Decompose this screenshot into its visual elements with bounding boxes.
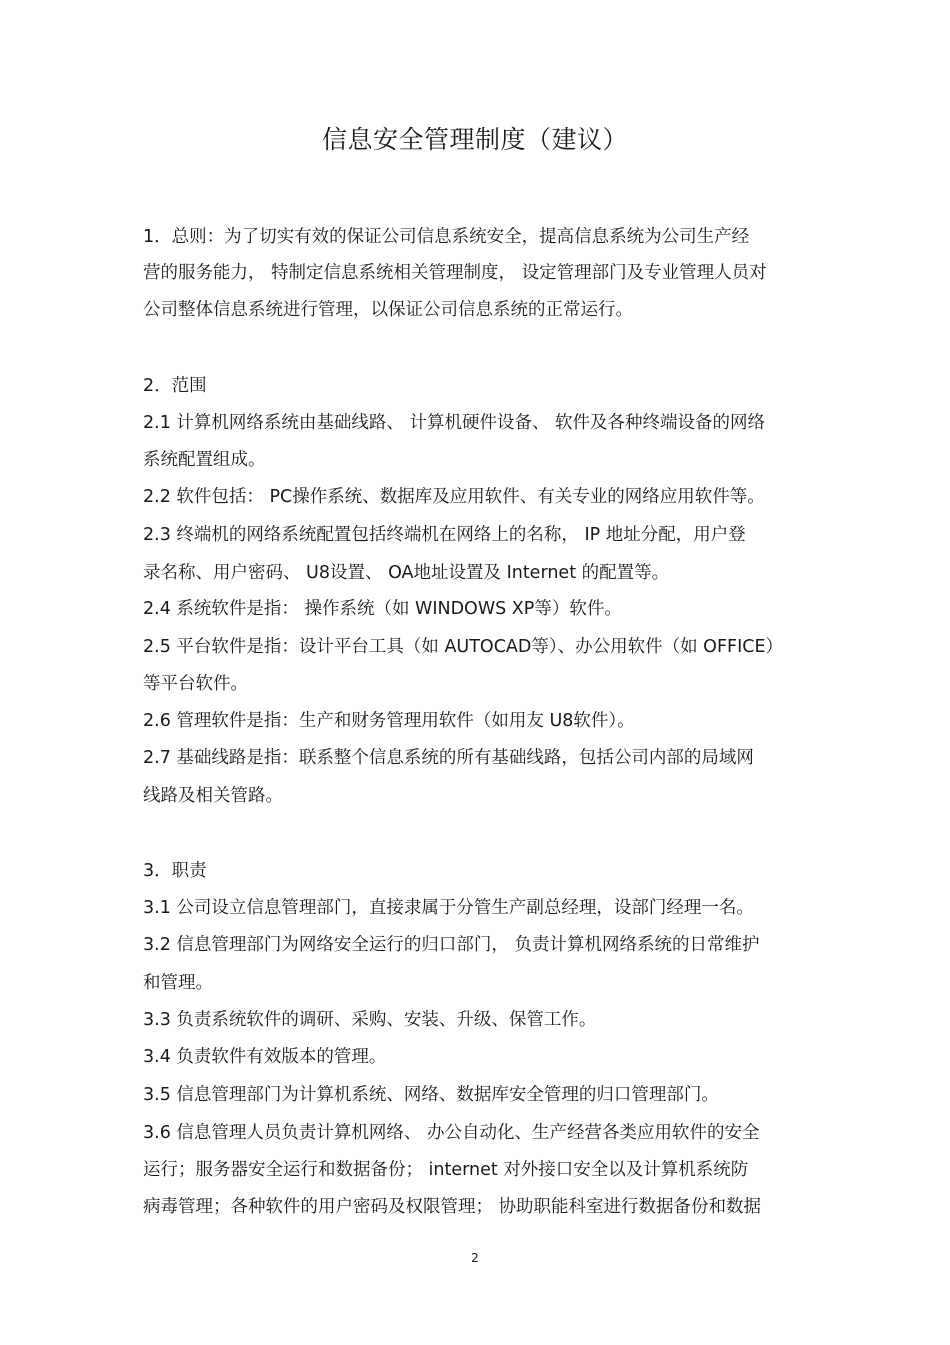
text-line: 2.2 软件包括： PC操作系统、数据库及应用软件、有关专业的网络应用软件等。 (143, 487, 765, 507)
text-line: 3.3 负责系统软件的调研、采购、安装、升级、保管工作。 (143, 1010, 597, 1030)
text-line: 2.6 管理软件是指：生产和财务管理用软件（如用友 U8软件）。 (143, 711, 635, 731)
text-line: 1．总则：为了切实有效的保证公司信息系统安全，提高信息系统为公司生产经 (143, 227, 750, 247)
text-line: 3.4 负责软件有效版本的管理。 (143, 1047, 387, 1067)
text-line: 公司整体信息系统进行管理，以保证公司信息系统的正常运行。 (143, 300, 633, 320)
text-line: 3.6 信息管理人员负责计算机网络、 办公自动化、生产经营各类应用软件的安全 (143, 1123, 760, 1143)
text-line: 等平台软件。 (143, 674, 248, 694)
document-title: 信息安全管理制度（建议） (321, 125, 628, 154)
text-line: 2.7 基础线路是指：联系整个信息系统的所有基础线路，包括公司内部的局域网 (143, 748, 754, 768)
text-line: 和管理。 (143, 973, 213, 993)
text-line: 运行；服务器安全运行和数据备份； internet 对外接口安全以及计算机系统防 (143, 1160, 749, 1180)
text-line: 病毒管理；各种软件的用户密码及权限管理； 协助职能科室进行数据备份和数据 (143, 1197, 762, 1217)
text-line: 2.4 系统软件是指： 操作系统（如 WINDOWS XP等）软件。 (143, 599, 622, 619)
text-line: 3.2 信息管理部门为网络安全运行的归口部门， 负责计算机网络系统的日常维护 (143, 935, 760, 955)
text-line: 2.1 计算机网络系统由基础线路、 计算机硬件设备、 软件及各种终端设备的网络 (143, 413, 766, 433)
text-line: 营的服务能力， 特制定信息系统相关管理制度， 设定管理部门及专业管理人员对 (143, 263, 767, 283)
text-line: 2.5 平台软件是指：设计平台工具（如 AUTOCAD等）、办公用软件（如 OFFICE） (143, 637, 784, 657)
text-line: 3.5 信息管理部门为计算机系统、网络、数据库安全管理的归口管理部门。 (143, 1085, 719, 1105)
page-number: 2 (471, 1251, 479, 1265)
section-heading: 3．职责 (143, 861, 207, 881)
text-line: 线路及相关管路。 (143, 786, 283, 806)
text-line: 2.3 终端机的网络系统配置包括终端机在网络上的名称， IP 地址分配，用户登 (143, 525, 746, 545)
text-line: 系统配置组成。 (143, 450, 266, 470)
text-line: 录名称、用户密码、 U8设置、 OA地址设置及 Internet 的配置等。 (143, 563, 670, 583)
text-line: 3.1 公司设立信息管理部门，直接隶属于分管生产副总经理，设部门经理一名。 (143, 898, 754, 918)
section-heading: 2．范围 (143, 376, 207, 396)
